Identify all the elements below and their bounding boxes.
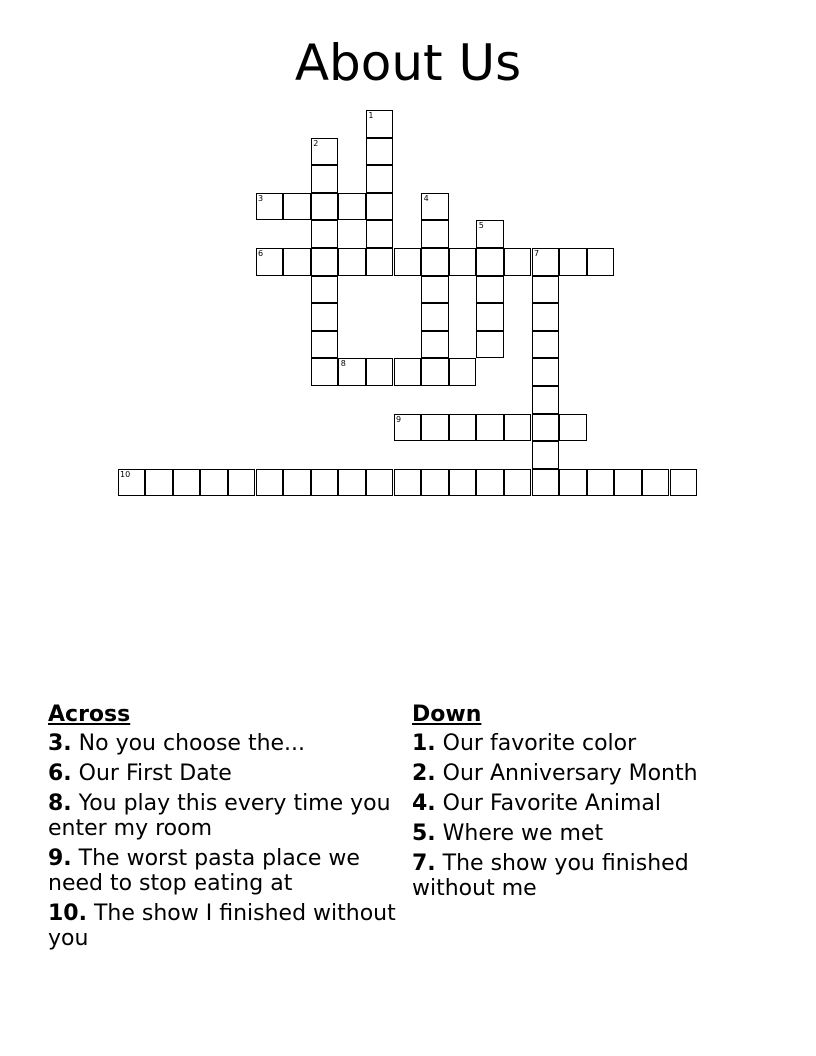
grid-cell[interactable] [670,469,698,497]
grid-cell[interactable] [532,276,560,304]
clue-number: 4. [412,791,436,816]
grid-cell[interactable] [394,469,422,497]
down-clues [412,702,732,906]
grid-cell[interactable] [421,220,449,248]
grid-cell[interactable] [366,469,394,497]
grid-cell[interactable] [449,469,477,497]
grid-cell[interactable] [283,469,311,497]
grid-cell[interactable] [256,193,284,221]
grid-cell[interactable] [476,248,504,276]
grid-cell[interactable] [532,469,560,497]
grid-cell[interactable] [338,469,366,497]
grid-cell[interactable] [421,303,449,331]
clue-number: 7. [412,851,436,876]
grid-cell[interactable] [476,220,504,248]
cell-number: 6 [258,249,264,258]
grid-cell[interactable] [421,469,449,497]
grid-cell[interactable] [532,386,560,414]
cell-number: 3 [258,193,264,203]
across-heading: Across [48,702,131,727]
grid-cell[interactable] [311,303,339,331]
grid-cell[interactable] [366,193,394,221]
grid-cell[interactable] [504,414,532,442]
grid-cell[interactable] [311,331,339,359]
page-title: About Us [294,34,522,92]
grid-cell[interactable] [504,248,532,276]
grid-cell[interactable] [476,414,504,442]
grid-cell[interactable] [559,414,587,442]
clue-number: 5. [412,821,436,846]
cell-number: 1 [368,111,374,120]
grid-cell[interactable] [532,248,560,276]
grid-cell[interactable] [449,358,477,386]
grid-cell[interactable] [366,220,394,248]
grid-cell[interactable] [421,193,449,221]
grid-cell[interactable] [476,303,504,331]
grid-cell[interactable] [394,414,422,442]
cell-number: 4 [423,193,429,203]
grid-cell[interactable] [145,469,173,497]
clue-text: The worst pasta place we need to stop eating at [48,846,360,896]
clue-number: 9. [48,846,72,871]
grid-cell[interactable] [283,193,311,221]
clue-number: 2. [412,761,436,786]
clue-text: You play this every time you enter my room [48,791,391,841]
cell-number: 2 [313,138,319,148]
clue-text: Our First Date [78,761,232,786]
clue-across-8 [48,791,398,841]
cell-number: 8 [340,359,346,369]
clue-text: The show I finished without you [48,901,396,951]
grid-cell[interactable] [421,248,449,276]
grid-cell[interactable] [614,469,642,497]
grid-cell[interactable] [118,469,146,497]
grid-cell[interactable] [338,358,366,386]
grid-cell[interactable] [449,414,477,442]
grid-cell[interactable] [587,469,615,497]
clue-down-5 [412,821,732,846]
down-heading: Down [412,702,482,727]
grid-cell[interactable] [200,469,228,497]
clue-text: The show you finished without me [412,851,689,901]
grid-cell[interactable] [311,165,339,193]
grid-cell[interactable] [228,469,256,497]
clue-number: 6. [48,761,72,786]
grid-cell[interactable] [394,358,422,386]
clue-number: 3. [48,731,72,756]
grid-cell[interactable] [532,331,560,359]
clue-across-3 [48,731,398,756]
clue-down-2 [412,761,732,786]
clue-down-4 [412,791,732,816]
grid-cell[interactable] [311,276,339,304]
grid-cell[interactable] [283,248,311,276]
grid-cell[interactable] [366,248,394,276]
grid-cell[interactable] [366,110,394,138]
clue-across-10 [48,901,398,951]
clue-across-6 [48,761,398,786]
clue-number: 1. [412,731,436,756]
clue-text: No you choose the... [78,731,306,756]
clue-across-9 [48,846,398,896]
grid-cell[interactable] [366,165,394,193]
clue-number: 10. [48,901,87,926]
crossword-grid [0,0,816,520]
grid-cell[interactable] [559,469,587,497]
grid-cell[interactable] [421,331,449,359]
grid-cell[interactable] [532,441,560,469]
grid-cell[interactable] [366,358,394,386]
clue-text: Our Anniversary Month [442,761,698,786]
clue-number: 8. [48,791,72,816]
clue-down-1 [412,731,732,756]
across-clues [48,702,398,956]
grid-cell[interactable] [476,469,504,497]
grid-cell[interactable] [338,193,366,221]
grid-cell[interactable] [421,414,449,442]
grid-cell[interactable] [587,248,615,276]
grid-cell[interactable] [449,248,477,276]
clue-down-7 [412,851,732,901]
grid-cell[interactable] [642,469,670,497]
grid-cell[interactable] [311,248,339,276]
grid-cell[interactable] [311,220,339,248]
clue-text: Our Favorite Animal [442,791,662,816]
grid-cell[interactable] [366,138,394,166]
grid-cell[interactable] [476,331,504,359]
grid-cell[interactable] [532,303,560,331]
grid-cell[interactable] [311,193,339,221]
grid-cell[interactable] [504,469,532,497]
clue-text: Where we met [442,821,604,846]
grid-cell[interactable] [311,138,339,166]
cell-number: 7 [534,249,540,258]
grid-cell[interactable] [394,248,422,276]
grid-cell[interactable] [532,414,560,442]
grid-cell[interactable] [173,469,201,497]
clue-text: Our favorite color [442,731,637,756]
grid-cell[interactable] [311,469,339,497]
grid-cell[interactable] [559,248,587,276]
grid-cell[interactable] [532,358,560,386]
grid-cell[interactable] [421,276,449,304]
cell-number: 10 [120,469,131,479]
grid-cell[interactable] [338,248,366,276]
grid-cell[interactable] [476,276,504,304]
grid-cell[interactable] [421,358,449,386]
grid-cell[interactable] [256,469,284,497]
grid-cell[interactable] [256,248,284,276]
cell-number: 5 [478,221,484,231]
cell-number: 9 [396,414,402,424]
grid-cell[interactable] [311,358,339,386]
